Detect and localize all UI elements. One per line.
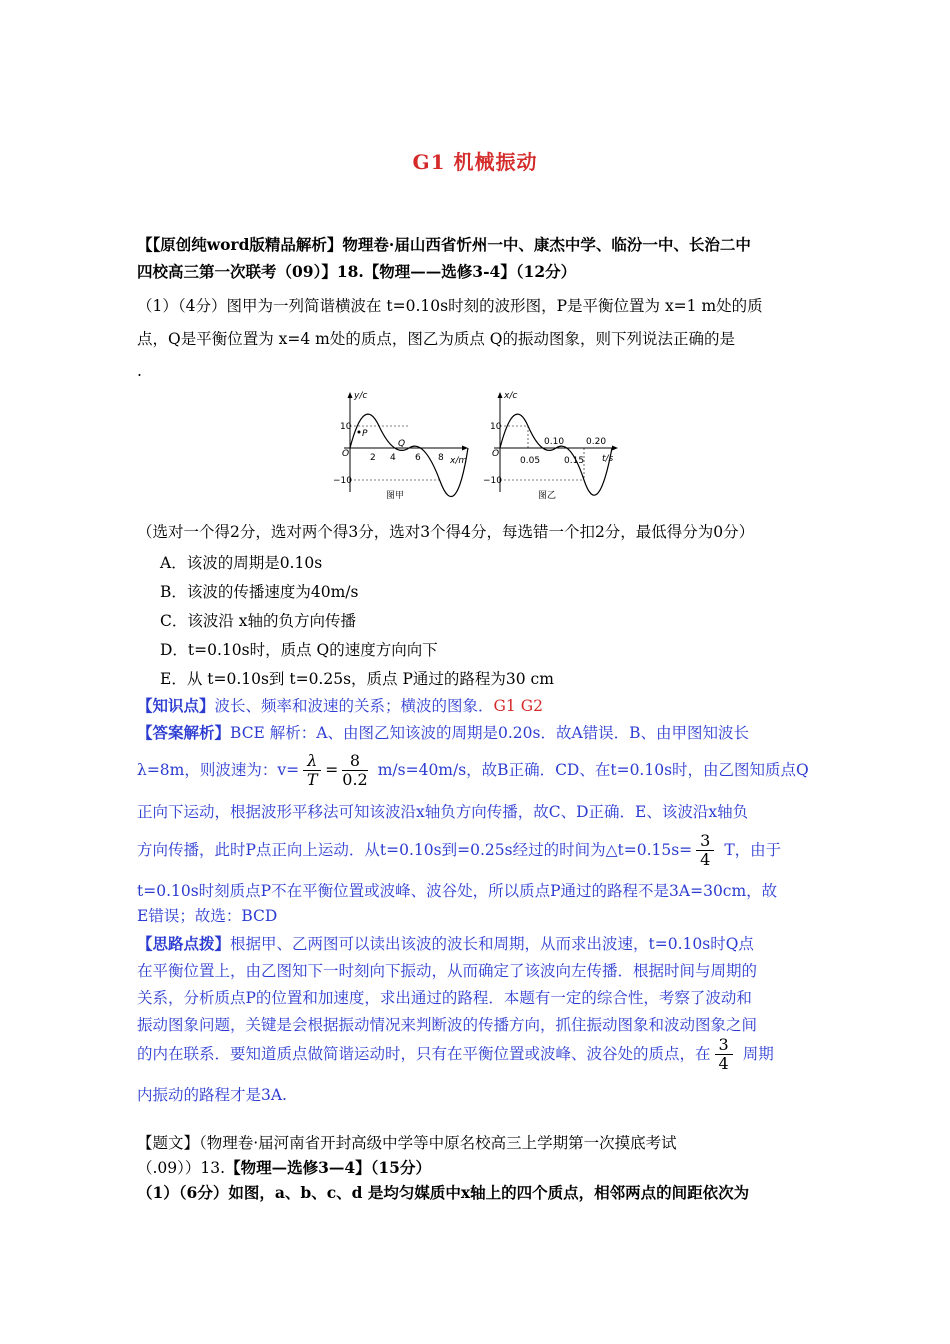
answer-text2b: m/s=40m/s，故B正确．CD、在t=0.10s时，由乙图知质点Q <box>377 761 809 779</box>
tips-frac-denominator: 4 <box>718 1053 729 1073</box>
tips-line3: 关系，分析质点P的位置和加速度，求出通过的路程．本题有一定的综合性，考察了波动和 <box>137 989 752 1007</box>
right-ytick-bottom: −10 <box>483 476 502 486</box>
tips-text5a: 的内在联系．要知道质点做简谐运动时，只有在平衡位置或波峰、波谷处的质点，在 <box>137 1045 711 1063</box>
answer-text2a: λ=8m，则波速为：v= <box>137 761 300 779</box>
fraction-3-over-4 <box>696 832 714 869</box>
q2-line1: 【题文】（物理卷·届河南省开封高级中学等中原名校高三上学期第一次摸底考试 <box>137 1134 677 1152</box>
option-e: E．从 t=0.10s到 t=0.25s，质点 P通过的路程为30 cm <box>160 670 554 688</box>
q2-line2 <box>137 1157 817 1179</box>
right-ytick-top: 10 <box>490 422 502 432</box>
q1-header-line1: 【【原创纯word版精品解析】物理卷·届山西省忻州一中、康杰中学、临汾一中、长治二中 <box>137 235 751 254</box>
q1-stem-line3: . <box>137 362 142 380</box>
tips-line6: 内振动的路程才是3A. <box>137 1086 287 1104</box>
left-point-p: P <box>362 429 368 439</box>
right-xtick-0-20: 0.20 <box>586 437 607 447</box>
knowledge-line <box>137 695 817 717</box>
right-xtick-0-10: 0.10 <box>544 437 565 447</box>
option-d: D．t=0.10s时，质点 Q的速度方向向下 <box>160 641 438 659</box>
q1-header-line2: 四校高三第一次联考（09）】18.【物理——选修3-4】（12分） <box>137 262 577 281</box>
tips-line5 <box>137 1034 817 1074</box>
answer-line4 <box>137 830 817 870</box>
left-point-q: Q <box>398 439 406 449</box>
page-title: G1 机械振动 <box>412 150 538 174</box>
right-xtick-0-05: 0.05 <box>520 456 541 466</box>
answer-line3: 正向下运动，根据波形平移法可知该波沿x轴负方向传播，故C、D正确．E、该波沿x轴负 <box>137 803 749 821</box>
frac1-numerator: λ <box>303 752 321 771</box>
q2-text2b: 【物理—选修3—4】（15分） <box>225 1158 431 1177</box>
q1-stem-line1: （1）（4分）图甲为一列简谐横波在 t=0.10s时刻的波形图，P是平衡位置为 x=1 m处的质 <box>137 297 763 315</box>
tips-text5b: 周期 <box>742 1045 774 1063</box>
option-b: B．该波的传播速度为40m/s <box>160 583 359 601</box>
answer-text4b: T，由于 <box>724 841 782 859</box>
answer-line1 <box>137 722 817 744</box>
frac3-numerator: 3 <box>696 832 714 851</box>
tips-line2: 在平衡位置上，由乙图知下一时刻向下振动，从而确定了该波向左传播．根据时间与周期的 <box>137 962 758 980</box>
tips-line1 <box>137 933 817 955</box>
tips-text1: 根据甲、乙两图可以读出该波的波长和周期，从而求出波速，t=0.10s时Q点 <box>230 935 754 953</box>
left-ytick-top: 10 <box>340 422 352 432</box>
left-ytick-bottom: −10 <box>333 476 352 486</box>
knowledge-label: 【知识点】 <box>137 696 215 715</box>
answer-text4a: 方向传播，此时P点正向上运动．从t=0.10s到=0.25s经过的时间为△t=0.15s= <box>137 841 693 859</box>
knowledge-text: 波长、频率和波速的关系；横波的图象． <box>214 697 494 715</box>
point-p-marker <box>358 431 361 434</box>
fraction-8-over-0-2 <box>342 752 367 789</box>
left-xtick-2: 2 <box>370 453 376 463</box>
right-origin: O <box>492 449 500 459</box>
tips-frac-numerator: 3 <box>715 1036 733 1055</box>
right-xlabel: t/s <box>602 454 614 464</box>
right-caption: 图乙 <box>538 491 557 501</box>
knowledge-tags: G1 G2 <box>493 697 543 715</box>
answer-equals: = <box>325 761 339 779</box>
left-caption: 图甲 <box>386 491 405 501</box>
left-origin: O <box>342 449 350 459</box>
right-ylabel: x/c <box>504 391 518 401</box>
answer-line5: t=0.10s时刻质点P不在平衡位置或波峰、波谷处，所以质点P通过的路程不是3A=30cm，故 <box>137 882 778 900</box>
answer-label: 【答案解析】 <box>137 723 231 742</box>
left-xtick-4: 4 <box>390 453 396 463</box>
tips-fraction-3-over-4 <box>715 1036 733 1073</box>
fraction-lambda-over-t <box>303 752 321 789</box>
tips-line4: 振动图象问题，关键是会根据振动情况来判断波的传播方向，抓住振动图象和波动图象之间 <box>137 1016 758 1034</box>
left-ylabel: y/c <box>354 391 368 401</box>
frac3-denominator: 4 <box>700 849 711 869</box>
option-c: C．该波沿 x轴的负方向传播 <box>160 612 357 630</box>
q1-stem-line2: 点，Q是平衡位置为 x=4 m处的质点，图乙为质点 Q的振动图象，则下列说法正确的是 <box>137 330 735 348</box>
option-a: A．该波的周期是0.10s <box>160 554 323 572</box>
tips-label: 【思路点拨】 <box>137 934 231 953</box>
right-xtick-0-15: 0.15 <box>564 456 585 466</box>
answer-text1: BCE 解析：A、由图乙知该波的周期是0.20s．故A错误．B、由甲图知波长 <box>230 724 750 742</box>
frac2-denominator: 0.2 <box>342 769 368 789</box>
left-xtick-6: 6 <box>415 453 421 463</box>
q2-text2a: （.09））13. <box>137 1159 226 1177</box>
answer-line6: E错误；故选：BCD <box>137 907 278 925</box>
q1-scoring: （选对一个得2分，选对两个得3分，选对3个得4分，每选错一个扣2分，最低得分为0分） <box>137 523 755 541</box>
frac2-numerator: 8 <box>342 752 367 771</box>
figure-left <box>333 391 468 501</box>
left-xtick-8: 8 <box>438 453 444 463</box>
wave-figures <box>320 388 620 506</box>
answer-line2 <box>137 750 817 790</box>
left-xlabel: x/m <box>450 456 468 466</box>
figure-right <box>483 391 618 501</box>
frac1-denominator: T <box>306 769 318 789</box>
q2-line3: （1）（6分）如图，a、b、c、d 是均匀媒质中x轴上的四个质点，相邻两点的间距依次为 <box>137 1183 750 1202</box>
